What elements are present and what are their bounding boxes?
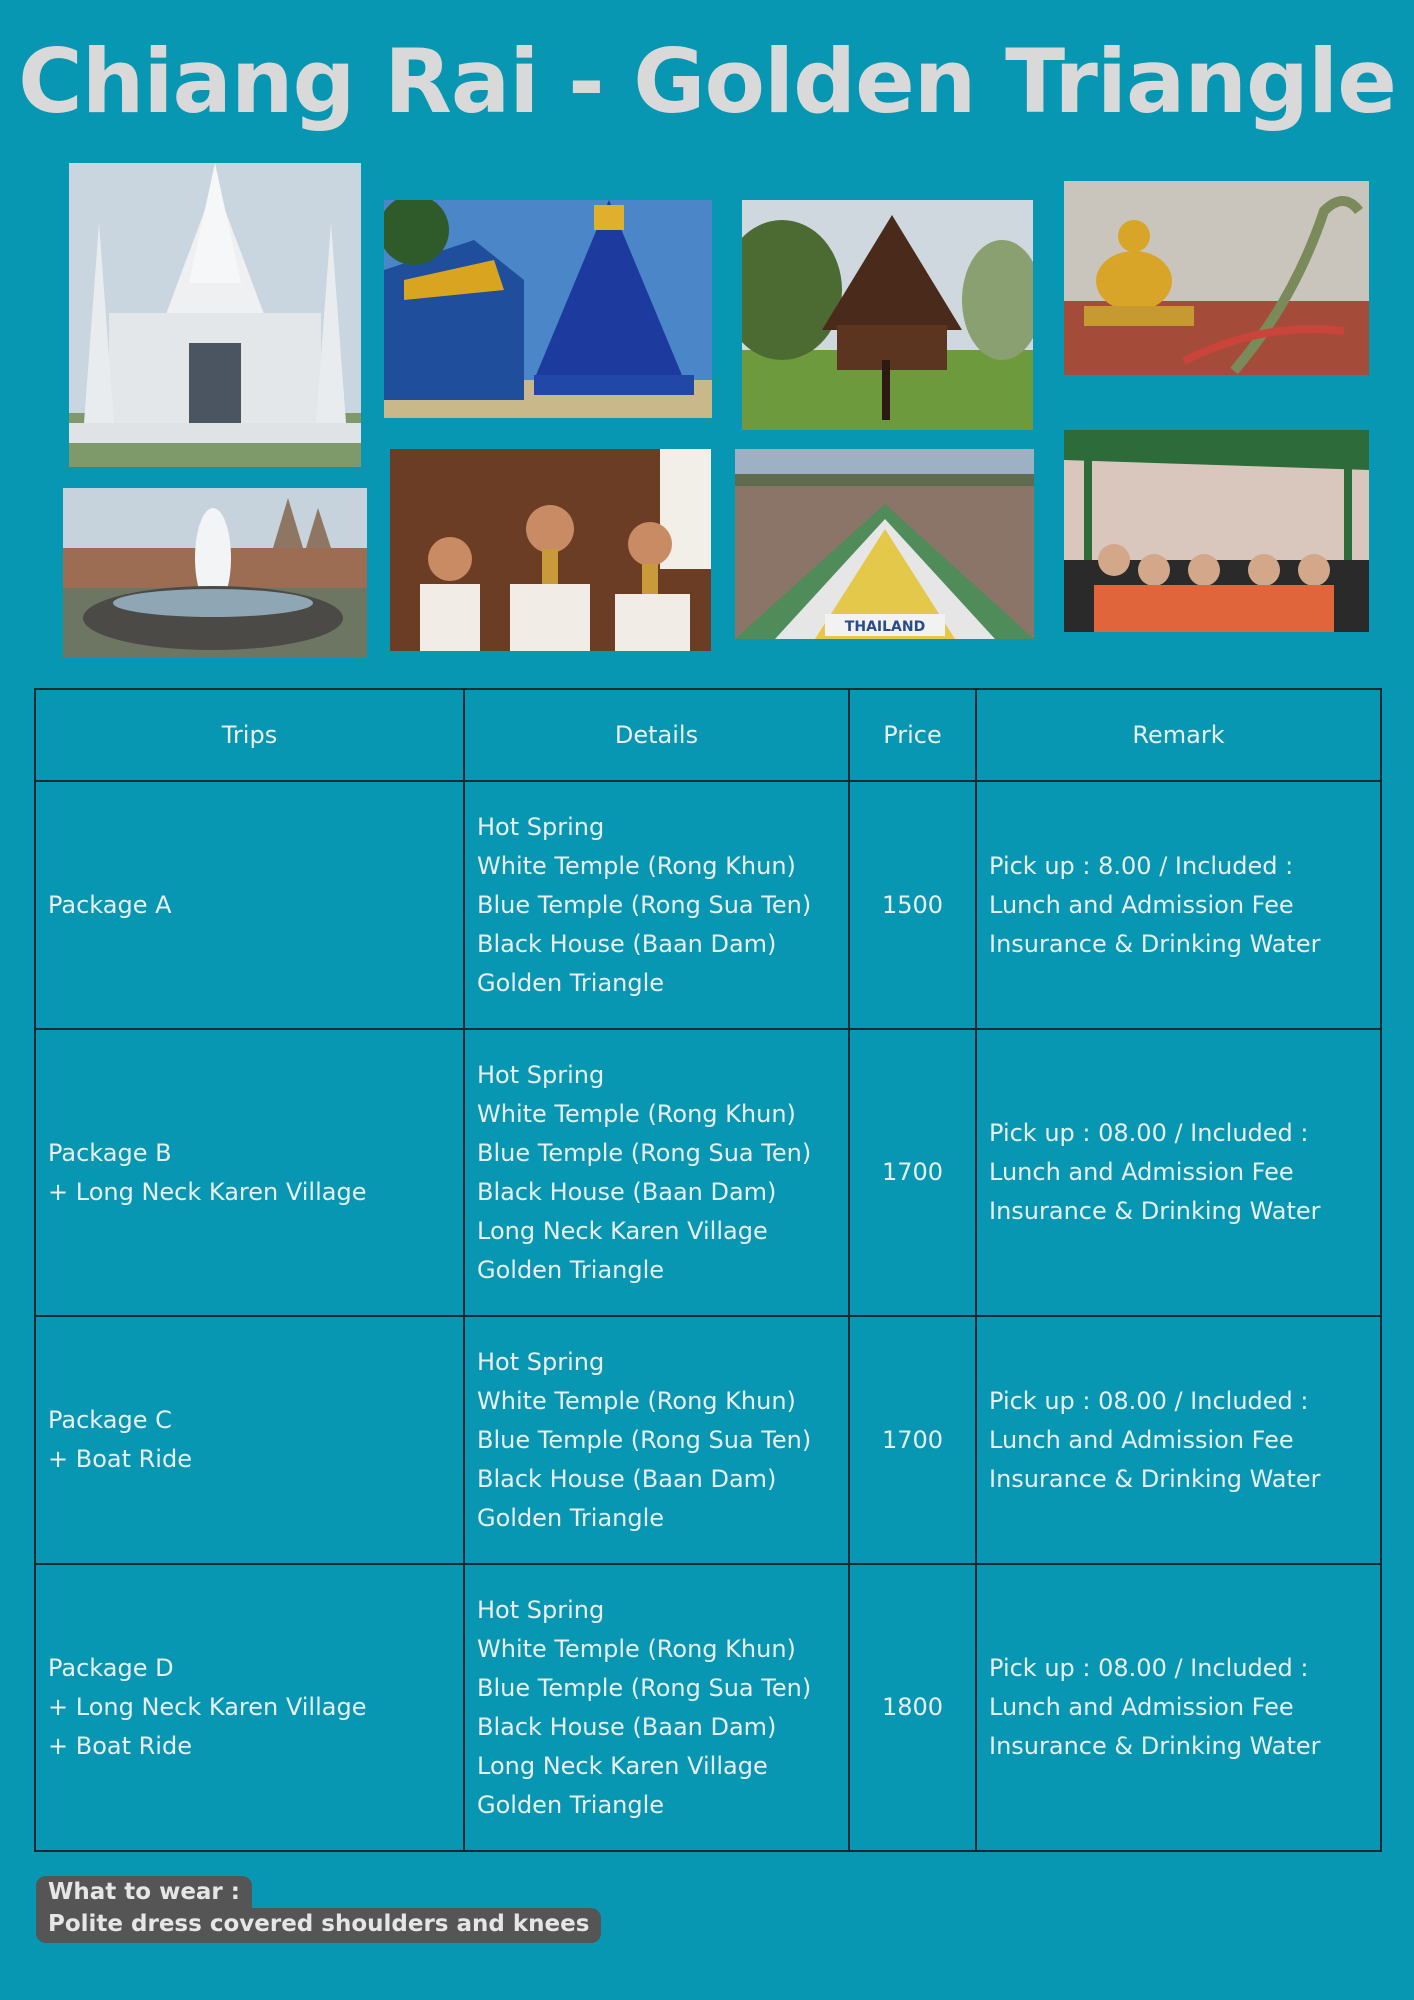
detail-line: Hot Spring (477, 1060, 605, 1089)
detail-line: Blue Temple (Rong Sua Ten) (477, 890, 812, 919)
trip-line: Package C (48, 1406, 172, 1434)
detail-line: Hot Spring (477, 1347, 605, 1376)
remark-line: Pick up : 08.00 / Included : (989, 1119, 1309, 1147)
remark-line: Lunch and Admission Fee (989, 890, 1294, 919)
details-cell (464, 1029, 849, 1316)
detail-line: Black House (Baan Dam) (477, 1464, 777, 1493)
price-cell: 1700 (849, 1316, 976, 1564)
trip-line: + Long Neck Karen Village (48, 1693, 367, 1721)
detail-line: Blue Temple (Rong Sua Ten) (477, 1138, 812, 1167)
detail-line: Blue Temple (Rong Sua Ten) (477, 1673, 812, 1702)
detail-line: Golden Triangle (477, 1255, 665, 1284)
remark-cell (976, 1029, 1381, 1316)
detail-line: Golden Triangle (477, 1790, 665, 1819)
table-header-row (35, 689, 1381, 781)
header-trips: Trips (35, 689, 464, 781)
remark-line: Insurance & Drinking Water (989, 1197, 1321, 1225)
trip-line: Package D (48, 1654, 174, 1682)
detail-line: Golden Triangle (477, 1503, 665, 1532)
trip-line: Package B (48, 1138, 172, 1167)
black-house-photo (742, 200, 1033, 430)
detail-line: White Temple (Rong Khun) (477, 851, 796, 880)
details-cell (464, 781, 849, 1029)
what-to-wear-note (36, 1876, 601, 1943)
remark-line: Pick up : 08.00 / Included : (989, 1654, 1309, 1682)
detail-line: Long Neck Karen Village (477, 1216, 768, 1245)
golden-buddha-photo (1064, 181, 1369, 375)
long-neck-karen-photo (390, 449, 711, 651)
trip-cell (35, 781, 464, 1029)
remark-cell (976, 1316, 1381, 1564)
remark-cell (976, 781, 1381, 1029)
what-to-wear-text: Polite dress covered shoulders and knees (36, 1908, 601, 1943)
what-to-wear-label: What to wear : (36, 1876, 252, 1908)
table-row (35, 1029, 1381, 1316)
remark-line: Pick up : 08.00 / Included : (989, 1386, 1309, 1415)
blue-temple-photo (384, 200, 712, 418)
detail-line: White Temple (Rong Khun) (477, 1634, 796, 1663)
white-temple-photo (69, 163, 361, 467)
remark-line: Lunch and Admission Fee (989, 1425, 1294, 1454)
remark-line: Pick up : 8.00 / Included : (989, 851, 1294, 880)
header-remark: Remark (976, 689, 1381, 781)
remark-line: Insurance & Drinking Water (989, 1732, 1321, 1760)
header-price: Price (849, 689, 976, 781)
detail-line: Hot Spring (477, 812, 605, 841)
detail-line: Black House (Baan Dam) (477, 1177, 777, 1206)
trip-line: Package A (48, 890, 172, 919)
trips-table (34, 688, 1382, 1852)
remark-line: Lunch and Admission Fee (989, 1693, 1294, 1721)
boat-passengers-photo (1064, 430, 1369, 632)
trip-cell (35, 1564, 464, 1851)
boat-river-photo (735, 449, 1034, 639)
details-cell (464, 1564, 849, 1851)
details-cell (464, 1316, 849, 1564)
detail-line: Blue Temple (Rong Sua Ten) (477, 1425, 812, 1454)
remark-line: Insurance & Drinking Water (989, 1464, 1321, 1493)
detail-line: White Temple (Rong Khun) (477, 1099, 796, 1128)
detail-line: Black House (Baan Dam) (477, 1712, 777, 1741)
remark-line: Insurance & Drinking Water (989, 929, 1321, 958)
trip-cell (35, 1029, 464, 1316)
detail-line: White Temple (Rong Khun) (477, 1386, 796, 1415)
detail-line: Golden Triangle (477, 968, 665, 997)
table-row (35, 1564, 1381, 1851)
price-cell: 1700 (849, 1029, 976, 1316)
svg-text:THAILAND: THAILAND (844, 619, 926, 635)
trip-line: + Long Neck Karen Village (48, 1177, 367, 1206)
remark-line: Lunch and Admission Fee (989, 1158, 1294, 1186)
price-cell: 1800 (849, 1564, 976, 1851)
header-details: Details (464, 689, 849, 781)
table-row (35, 1316, 1381, 1564)
detail-line: Long Neck Karen Village (477, 1751, 768, 1780)
remark-cell (976, 1564, 1381, 1851)
hot-spring-photo (63, 488, 367, 658)
price-cell: 1500 (849, 781, 976, 1029)
trip-line: + Boat Ride (48, 1732, 192, 1760)
page-title: Chiang Rai - Golden Triangle (18, 30, 1396, 133)
detail-line: Black House (Baan Dam) (477, 929, 777, 958)
trip-line: + Boat Ride (48, 1445, 192, 1473)
table-row (35, 781, 1381, 1029)
detail-line: Hot Spring (477, 1595, 605, 1624)
trip-cell (35, 1316, 464, 1564)
